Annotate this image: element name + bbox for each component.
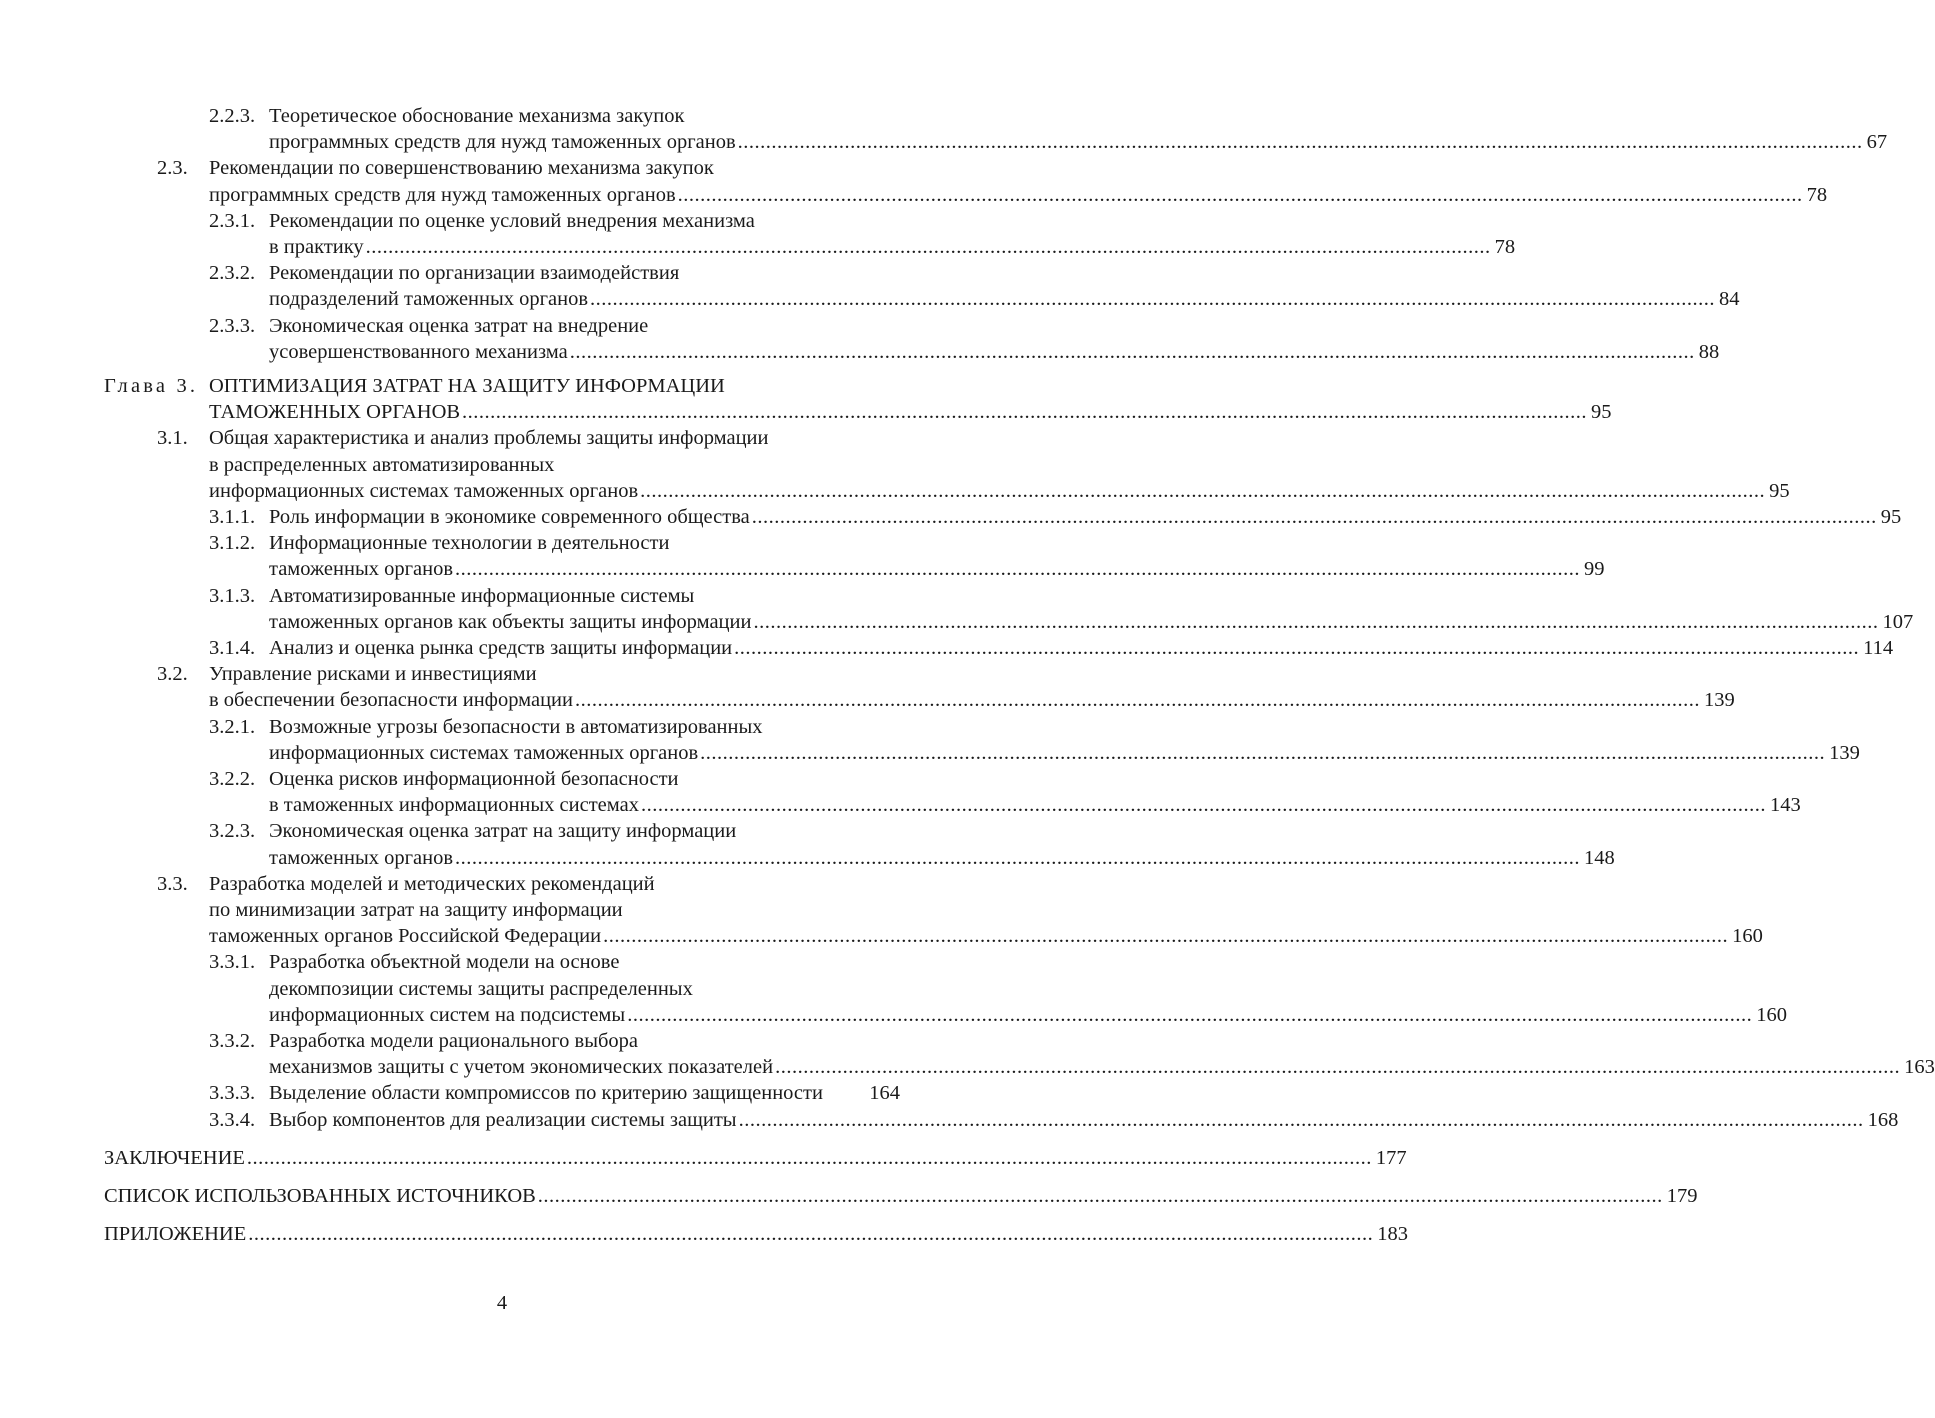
toc-entry-text <box>269 103 900 129</box>
toc-leader-dots: ........................................................................................................................................................................................................ <box>753 610 1879 633</box>
toc-entry-text <box>104 1183 1698 1209</box>
toc-page-number: 177 <box>1375 1146 1407 1169</box>
toc-leader-dots: ........................................................................................................................................................................................................ <box>462 401 1588 424</box>
toc-page-number: 107 <box>1882 610 1914 633</box>
toc-entry-line <box>0 976 1004 1002</box>
toc-entry-line <box>0 129 1888 155</box>
toc-leader-dots: ........................................................................................................................................................................................................ <box>246 1146 1372 1169</box>
toc-entry-title: Возможные угрозы безопасности в автоматизированных <box>269 715 763 738</box>
toc-leader-dots: ........................................................................................................................................................................................................ <box>751 506 1877 528</box>
toc-entry-title: ПРИЛОЖЕНИЕ <box>104 1223 247 1246</box>
toc-entry-text <box>209 923 1763 949</box>
toc-page-number: 183 <box>1377 1223 1408 1246</box>
toc-entry-text <box>209 399 1612 425</box>
toc-entry-text <box>269 635 1894 661</box>
toc-entry-line <box>0 845 1615 871</box>
toc-entry-title: Разработка объектной модели на основе <box>269 951 620 974</box>
toc-entry-number: 3.1. <box>157 427 188 450</box>
toc-entry-line <box>0 792 1801 818</box>
toc-leader-dots: ........................................................................................................................................................................................................ <box>603 925 1729 948</box>
toc-entry-number: 3.3.1. <box>209 951 256 974</box>
toc-entry-number: 3.2.3. <box>209 820 256 843</box>
toc-page-number: 164 <box>869 1082 900 1105</box>
toc-entry-text <box>269 609 1914 635</box>
toc-leader-dots: ........................................................................................................................................................................................................ <box>700 741 1826 764</box>
toc-entry-text <box>269 208 900 234</box>
toc-entry-line <box>0 1028 1004 1054</box>
toc-page-number: 95 <box>1880 506 1902 528</box>
toc-entry-title: Автоматизированные информационные системы <box>269 584 695 607</box>
toc-leader-dots: ........................................................................................................................................................................................................ <box>455 558 1581 581</box>
toc-entry-text <box>209 425 900 451</box>
toc-entry-title: Экономическая оценка затрат на защиту информации <box>269 820 737 843</box>
toc-entry-line <box>0 1080 1004 1106</box>
toc-entry-title: информационных систем на подсистемы <box>269 1003 626 1026</box>
toc-entry-line <box>0 923 1763 949</box>
toc-entry-title: Роль информации в экономике современного общества <box>269 506 750 528</box>
toc-entry-line <box>0 452 1004 478</box>
toc-entry-line <box>0 234 1516 260</box>
toc-entry-line <box>0 373 1004 399</box>
toc-entry-text <box>209 478 1790 504</box>
toc-leader-dots: ........................................................................................................................................................................................................ <box>737 131 1863 154</box>
toc-entry-line <box>0 425 1004 451</box>
toc-entry-line <box>0 818 1004 844</box>
toc-entry-number: 3.3.3. <box>209 1082 256 1105</box>
toc-entry-text <box>269 583 900 609</box>
toc-entry-title: ТАМОЖЕННЫХ ОРГАНОВ <box>209 401 461 424</box>
toc-entry-title: в практику <box>269 236 364 258</box>
toc-entry-text <box>104 1221 1408 1247</box>
toc-entry-title: Выбор компонентов для реализации системы защиты <box>269 1108 737 1131</box>
toc-entry-text <box>269 976 900 1002</box>
toc-entry-text <box>269 1002 1787 1028</box>
toc-entry-number: 3.1.1. <box>209 506 256 528</box>
toc-entry-text <box>209 897 900 923</box>
toc-entry-title: СПИСОК ИСПОЛЬЗОВАННЫХ ИСТОЧНИКОВ <box>104 1185 536 1207</box>
toc-entry-line <box>0 504 1902 530</box>
toc-entry-line <box>0 714 1004 740</box>
toc-entry-title: усовершенствованного механизма <box>269 340 568 363</box>
toc-entry-number: 3.2.2. <box>209 768 256 790</box>
toc-entry-title: программных средств для нужд таможенных органов <box>269 131 736 154</box>
toc-entry-number: 3.1.4. <box>209 637 256 659</box>
toc-entry-line <box>0 1183 1698 1209</box>
toc-entry-text <box>269 556 1605 582</box>
toc-entry-number: 3.1.3. <box>209 584 256 607</box>
toc-entry-title: программных средств для нужд таможенных органов <box>209 183 676 206</box>
toc-page-number: 139 <box>1703 689 1735 712</box>
toc-entry-text <box>209 452 900 478</box>
toc-entry-title: по минимизации затрат на защиту информации <box>209 899 623 921</box>
toc-page-number: 78 <box>1494 236 1516 258</box>
toc-entry-line <box>0 556 1605 582</box>
toc-leader-dots: ........................................................................................................................................................................................................ <box>574 689 1700 712</box>
toc-entry-number: 2.3.3. <box>209 314 256 337</box>
toc-entry-line <box>0 766 1004 792</box>
toc-entry-title: в обеспечении безопасности информации <box>209 689 573 712</box>
toc-entry-line <box>0 897 1004 923</box>
toc-entry-title: декомпозиции системы защиты распределенных <box>269 977 693 1000</box>
toc-page-number: 179 <box>1666 1185 1698 1207</box>
toc-page-number: 160 <box>1756 1003 1787 1026</box>
toc-leader-dots: ........................................................................................................................................................................................................ <box>677 183 1803 206</box>
toc-entry-text <box>269 313 900 339</box>
toc-entry-number: 3.3.4. <box>209 1108 256 1131</box>
toc-leader-dots: ........................................................................................................................................................................................................ <box>627 1003 1753 1026</box>
toc-leader-dots: ........................................................................................................................................................................................................ <box>734 637 1860 659</box>
toc-entry-line <box>0 260 1004 286</box>
toc-entry-text <box>269 818 900 844</box>
toc-entry-number: 3.3.2. <box>209 1030 256 1052</box>
toc-entry-text <box>104 1145 1407 1171</box>
toc-page-number: 148 <box>1584 846 1615 869</box>
toc-entry-line <box>0 155 1004 181</box>
toc-entry-number: 2.3. <box>157 157 188 180</box>
toc-entry-text <box>269 1054 1935 1080</box>
toc-entry-line <box>0 687 1735 713</box>
toc-leader-dots: ........................................................................................................................................................................................................ <box>248 1223 1374 1246</box>
toc-entry-title: Рекомендации по организации взаимодействия <box>269 262 680 285</box>
toc-entry-text <box>269 129 1888 155</box>
toc-entry-number: Глава 3. <box>104 375 199 397</box>
toc-entry-number: 2.3.2. <box>209 262 256 285</box>
toc-entry-text <box>209 871 900 897</box>
toc-entry-text <box>269 1028 900 1054</box>
toc-page-number: 95 <box>1769 479 1790 502</box>
toc-leader-dots: ........................................................................................................................................................................................................ <box>455 846 1581 869</box>
toc-entry-line <box>0 740 1860 766</box>
toc-entry-line <box>0 661 1004 687</box>
toc-page-number: 163 <box>1904 1056 1935 1079</box>
toc-entry-number: 2.2.3. <box>209 105 256 127</box>
toc-entry-text <box>269 845 1615 871</box>
toc-entry-text <box>209 155 900 181</box>
toc-entry-text <box>209 687 1735 713</box>
toc-page-number: 160 <box>1732 925 1763 948</box>
toc-page-number: 84 <box>1719 288 1740 311</box>
toc-entry-line <box>0 286 1740 312</box>
toc-page-number: 114 <box>1863 637 1894 659</box>
toc-entry-line <box>0 635 1894 661</box>
toc-entry-text <box>269 260 900 286</box>
toc-entry-title: Теоретическое обоснование механизма закупок <box>269 105 685 127</box>
toc-entry-text <box>269 740 1860 766</box>
toc-leader-dots: ........................................................................................................................................................................................................ <box>365 236 1491 258</box>
toc-entry-title: таможенных органов как объекты защиты информации <box>269 610 752 633</box>
toc-entry-line <box>0 1145 1407 1171</box>
toc-entry-title: ЗАКЛЮЧЕНИЕ <box>104 1146 245 1169</box>
toc-entry-text <box>209 182 1828 208</box>
toc-entry-line <box>0 609 1914 635</box>
toc-entry-number: 3.2. <box>157 663 188 686</box>
toc-entry-line <box>0 103 1004 129</box>
toc-entry-text <box>269 714 900 740</box>
toc-page-number: 95 <box>1591 401 1612 424</box>
toc-entry-text <box>269 234 1516 260</box>
toc-entry-title: подразделений таможенных органов <box>269 288 589 311</box>
toc-entry-title: информационных системах таможенных органов <box>269 741 699 764</box>
toc-entry-line <box>0 208 1004 234</box>
toc-entry-title: Экономическая оценка затрат на внедрение <box>269 314 649 337</box>
toc-entry-text <box>269 504 1902 530</box>
toc-page-number: 78 <box>1806 183 1828 206</box>
toc-entry-line <box>0 339 1720 365</box>
toc-entry-title: Разработка модели рационального выбора <box>269 1030 639 1052</box>
toc-page-number: 99 <box>1584 558 1605 581</box>
toc-entry-line <box>0 530 1004 556</box>
toc-entry-title: таможенных органов Российской Федерации <box>209 925 602 948</box>
toc-leader-dots: ........................................................................................................................................................................................................ <box>537 1185 1663 1207</box>
toc-entry-title: Анализ и оценка рынка средств защиты информации <box>269 637 733 659</box>
toc-entry-text <box>269 530 900 556</box>
toc-entry-text <box>209 373 900 399</box>
toc-page-number: 168 <box>1867 1108 1899 1131</box>
toc-entry-title: Рекомендации по оценке условий внедрения механизма <box>269 209 755 232</box>
toc-entry-title: таможенных органов <box>269 846 454 869</box>
toc-entry-title: Выделение области компромиссов по критерию защищенности <box>269 1082 823 1105</box>
toc-entry-title: Информационные технологии в деятельности <box>269 532 670 555</box>
toc-entry-number: 3.2.1. <box>209 715 256 738</box>
toc-entry-line <box>0 182 1828 208</box>
toc-entry-text <box>269 339 1720 365</box>
toc-entry-text <box>269 1080 900 1106</box>
toc-page-number: 139 <box>1829 741 1860 764</box>
toc-entry-title: информационных системах таможенных органов <box>209 479 639 502</box>
toc-entry-line <box>0 1107 1899 1133</box>
toc-entry-title: Общая характеристика и анализ проблемы защиты информации <box>209 427 769 450</box>
toc-entry-title: Разработка моделей и методических рекомендаций <box>209 872 655 895</box>
toc-leader-dots: ........................................................................................................................................................................................................ <box>569 340 1695 363</box>
toc-entry-number: 3.3. <box>157 872 188 895</box>
toc-entry-title: механизмов защиты с учетом экономических показателей <box>269 1056 774 1079</box>
page-number: 4 <box>496 1292 508 1314</box>
toc-entry-text <box>269 286 1740 312</box>
toc-entry-text <box>269 949 900 975</box>
toc-entry-text <box>269 766 900 792</box>
toc-leader-dots: ........................................................................................................................................................................................................ <box>738 1108 1864 1131</box>
toc-entry-line <box>0 1221 1408 1247</box>
toc-entry-title: ОПТИМИЗАЦИЯ ЗАТРАТ НА ЗАЩИТУ ИНФОРМАЦИИ <box>209 375 725 397</box>
toc-page-number: 143 <box>1769 794 1801 817</box>
toc-leader-dots: ........................................................................................................................................................................................................ <box>590 288 1716 311</box>
toc-entry-text <box>269 1107 1899 1133</box>
toc-entry-line <box>0 583 1004 609</box>
toc-entry-text <box>269 792 1801 818</box>
toc-entry-title: Оценка рисков информационной безопасности <box>269 768 679 790</box>
toc-entry-line <box>0 313 1004 339</box>
toc-page-number: 88 <box>1698 340 1720 363</box>
toc-entry-line <box>0 399 1612 425</box>
toc-page-number: 67 <box>1866 131 1888 154</box>
toc-entry-title: Управление рисками и инвестициями <box>209 663 537 686</box>
toc-entry-number: 3.1.2. <box>209 532 256 555</box>
toc-entry-title: в распределенных автоматизированных <box>209 453 555 476</box>
toc-entry-line <box>0 949 1004 975</box>
toc-entry-text <box>209 661 900 687</box>
toc-entry-line <box>0 1054 1935 1080</box>
toc-entry-line <box>0 871 1004 897</box>
toc-leader-dots: ........................................................................................................................................................................................................ <box>640 479 1766 502</box>
toc-entry-title: Рекомендации по совершенствованию механизма закупок <box>209 157 714 180</box>
toc-entry-line <box>0 1002 1787 1028</box>
toc-entry-title: таможенных органов <box>269 558 454 581</box>
toc-leader-dots: ........................................................................................................................................................................................................ <box>775 1056 1901 1079</box>
toc-leader-dots: ........................................................................................................................................................................................................ <box>640 794 1766 817</box>
toc-entry-number: 2.3.1. <box>209 209 256 232</box>
toc-entry-title: в таможенных информационных системах <box>269 794 639 817</box>
toc-entry-line <box>0 478 1790 504</box>
